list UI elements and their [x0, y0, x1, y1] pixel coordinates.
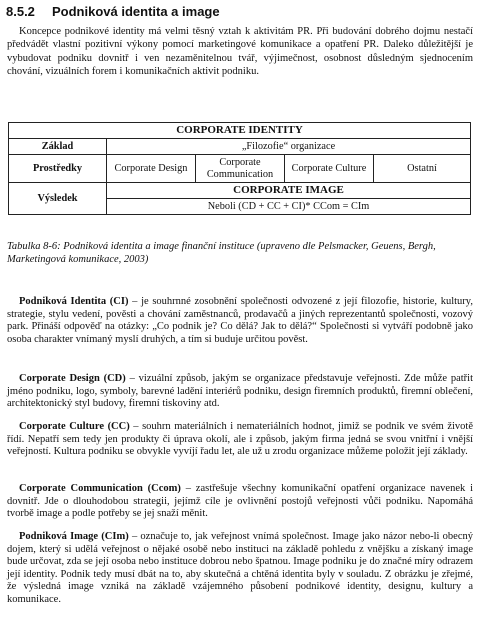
paragraph-cim [7, 531, 473, 607]
table-caption: Tabulka 8-6: Podniková identita a image finanční instituce (upraveno dle Pelsmacker, Geuens, Bergh, Marketingová komunikace, 2003) [7, 241, 436, 266]
definition: – vizuální způsob, jakým se organizace představuje veřejnosti. Zde může patřit jméno podniku, logo, symboly, barevné ladění interiérů podniku, design firemních produktů, firemní oblečení, architektonický styl budovy, firemní tiskoviny atd. [7, 373, 473, 410]
term: Corporate Design (CD) [19, 373, 126, 384]
definition: – je souhrnné zosobnění společnosti odvozené z její filozofie, historie, kultury, strategie, stylu vedení, pověsti a chování zaměstnanců, prodavačů a jiných reprezentantů společnosti, vozový park. Přináší odpověď na otázky: „Co podnik je? Co dělá? Jak to dělá?“ Společnosti si vytváří podobně jako osoba charakter vnímaný myslí druhých, a tím si buduje určitou pověst. [7, 296, 473, 345]
row-label-vysledek: Výsledek [9, 183, 107, 215]
section-heading [6, 4, 220, 19]
term: Corporate Communication (Ccom) [19, 483, 181, 494]
intro-paragraph: Koncepce podnikové identity má velmi těsný vztah k aktivitám PR. Při budování dobrého dojmu nestačí předvádět vlastní pozitivní výkony pomocí marketingové komunikace a opatření PR. Daleko důležitější je vybudovat podniku dovnitř i ven nezaměnitelnou tvář, výjimečnost, osobnost důsledným sjednocením chování, vizuálních forem i komunikačních aktivit podniku. [7, 26, 473, 77]
corporate-image-title: CORPORATE IMAGE [107, 183, 471, 199]
definition: – zastřešuje všechny komunikační opatření organizace navenek i dovnitř. Jde o dlouhodobou strategii, jejímž cíle je ovlivnění postojů veřejnosti vůči podniku. Napomáhá tvorbě image a podle potřeby se jej snaží měnit. [7, 483, 473, 520]
definition: – označuje to, jak veřejnost vnímá společnost. Image jako názor nebo-li obecný dojem, který si udělá veřejnost o nějaké osobě nebo instituci na základě pohledu z vnějšku a získaný image bude určovat, zda se její osoba nebo instituce dobrou nebo špatnou. Image podniku je do značné míry odrazem její identity. Podnik tedy musí dbát na to, aby skutečná a chtěná identita byly v souladu. Z obrázku je zřejmé, že výsledná image vzniká na základě vzájemného působení podnikové identity, designu, kultury a komunikace. [7, 531, 473, 605]
paragraph-cd [7, 373, 473, 411]
row-label-zaklad: Základ [9, 139, 107, 155]
table-title: CORPORATE IDENTITY [9, 123, 471, 139]
corporate-identity-table [8, 122, 471, 215]
zaklad-value: „Filozofie“ organizace [107, 139, 471, 155]
paragraph-ci [7, 296, 473, 346]
paragraph-ccom [7, 483, 473, 521]
definition: – souhrn materiálních i nemateriálních hodnot, jimiž se podnik ve svém životě řídí. Nepatří sem tedy jen produkty či úprava okolí, ale i způsob, jakým firma jedná se svou vnitřní i vnější veřejností. Kultura podniku se obvykle vyvíjí řadu let, ale už u zrodu organizace můžeme položit její základy. [7, 421, 474, 458]
term: Podniková Image (CIm) [19, 531, 129, 542]
corporate-image-formula: Neboli (CD + CC + CI)* CCom = CIm [107, 199, 471, 215]
cell-corporate-communication: Corporate Communication [196, 155, 285, 183]
term: Corporate Culture (CC) [19, 421, 130, 432]
section-title: Podniková identita a image [52, 4, 220, 19]
term: Podniková Identita (CI) [19, 296, 129, 307]
section-number: 8.5.2 [6, 4, 35, 19]
row-label-prostredky: Prostředky [9, 155, 107, 183]
paragraph-cc [7, 421, 473, 459]
cell-ostatni: Ostatní [374, 155, 471, 183]
cell-corporate-design: Corporate Design [107, 155, 196, 183]
cell-corporate-culture: Corporate Culture [285, 155, 374, 183]
